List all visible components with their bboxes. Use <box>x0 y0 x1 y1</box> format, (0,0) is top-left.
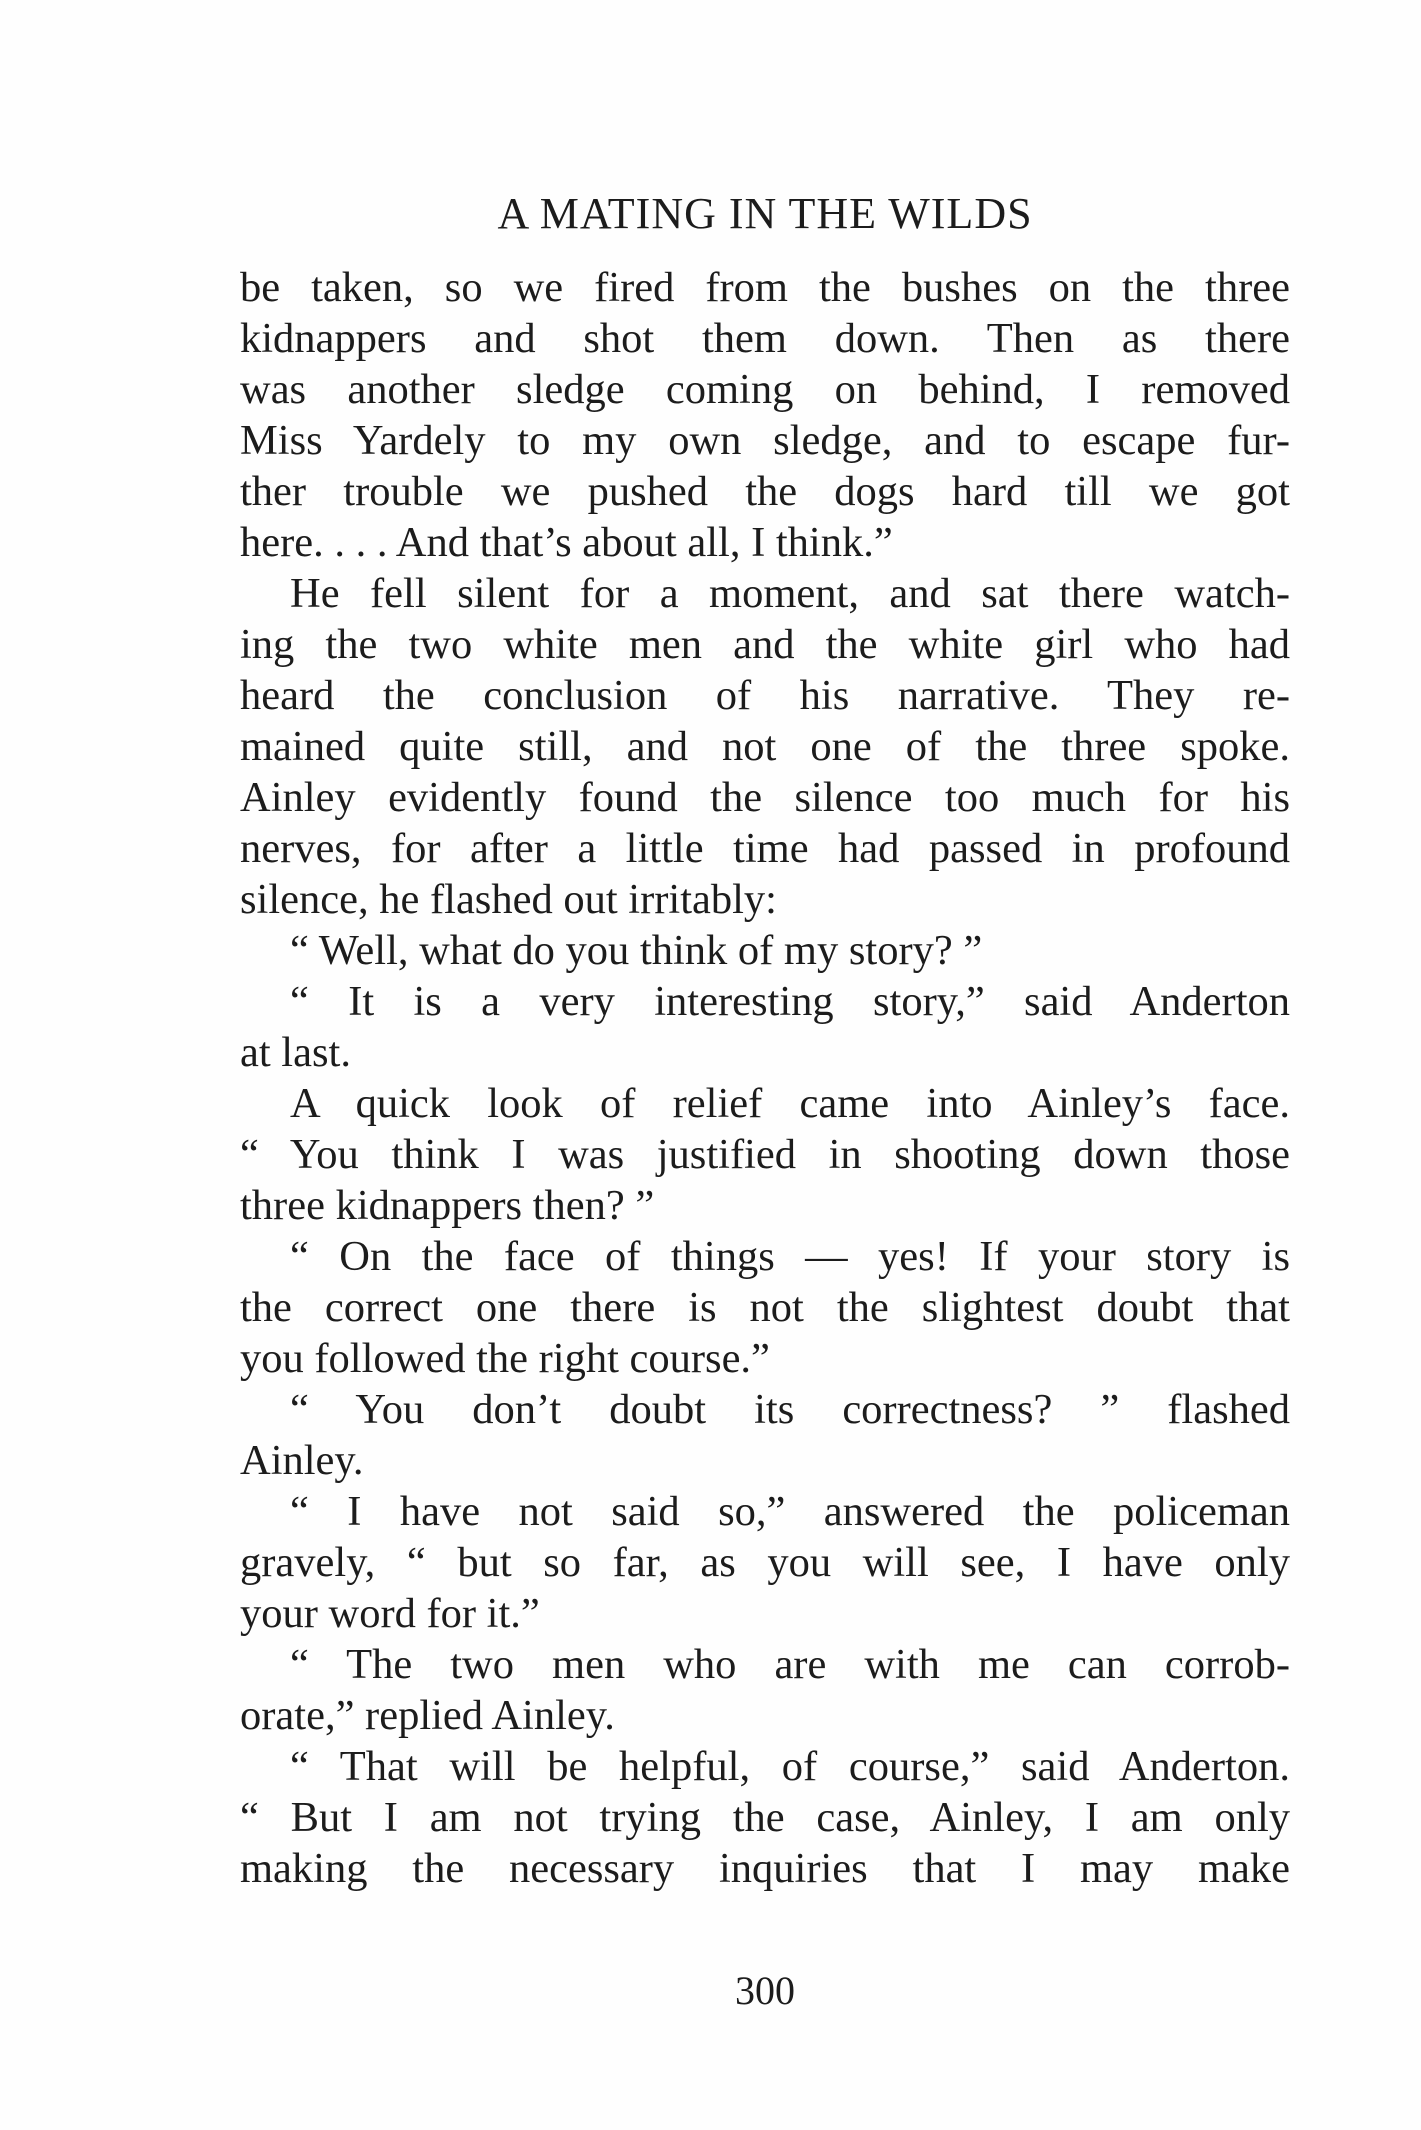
text-line: heard the conclusion of his narrative. They re- <box>240 672 1290 719</box>
text-line: at last. <box>240 1029 351 1076</box>
text-line: ther trouble we pushed the dogs hard till we got <box>240 468 1290 515</box>
text-line: was another sledge coming on behind, I removed <box>240 366 1290 413</box>
text-line: A quick look of relief came into Ainley’s face. <box>290 1080 1290 1127</box>
page-number: 300 <box>735 1968 795 2013</box>
text-line: the correct one there is not the slightest doubt that <box>240 1284 1290 1331</box>
text-line: three kidnappers then? ” <box>240 1182 655 1229</box>
text-line: “ But I am not trying the case, Ainley, I am only <box>240 1794 1290 1841</box>
text-line: “ On the face of things — yes! If your story is <box>290 1233 1290 1280</box>
text-line: “ You don’t doubt its correctness? ” flashed <box>290 1386 1290 1433</box>
text-line: Ainley evidently found the silence too much for his <box>240 774 1290 821</box>
text-line: “ Well, what do you think of my story? ” <box>290 927 983 974</box>
text-line: silence, he flashed out irritably: <box>240 876 777 923</box>
text-line: Miss Yardely to my own sledge, and to escape fur- <box>240 417 1290 464</box>
running-head: A MATING IN THE WILDS <box>497 189 1033 238</box>
body-text <box>240 262 1290 1894</box>
text-line: “ The two men who are with me can corrob- <box>290 1641 1290 1688</box>
text-line: gravely, “ but so far, as you will see, I have only <box>240 1539 1290 1586</box>
text-line: Ainley. <box>240 1437 364 1484</box>
text-line: orate,” replied Ainley. <box>240 1692 615 1739</box>
text-line: He fell silent for a moment, and sat there watch- <box>290 570 1290 617</box>
text-line: “ I have not said so,” answered the policeman <box>290 1488 1290 1535</box>
text-line: your word for it.” <box>240 1590 540 1637</box>
text-line: ing the two white men and the white girl who had <box>240 621 1290 668</box>
text-line: making the necessary inquiries that I may make <box>240 1845 1290 1892</box>
text-line: nerves, for after a little time had passed in profound <box>240 825 1290 872</box>
text-line: “ That will be helpful, of course,” said Anderton. <box>290 1743 1290 1790</box>
text-line: be taken, so we fired from the bushes on the three <box>240 264 1290 311</box>
text-line: you followed the right course.” <box>240 1335 770 1382</box>
text-line: here. . . . And that’s about all, I think.” <box>240 519 893 566</box>
text-line: mained quite still, and not one of the three spoke. <box>240 723 1290 770</box>
text-line: “ You think I was justified in shooting down those <box>240 1131 1290 1178</box>
text-line: kidnappers and shot them down. Then as there <box>240 315 1290 362</box>
text-line: “ It is a very interesting story,” said Anderton <box>290 978 1290 1025</box>
